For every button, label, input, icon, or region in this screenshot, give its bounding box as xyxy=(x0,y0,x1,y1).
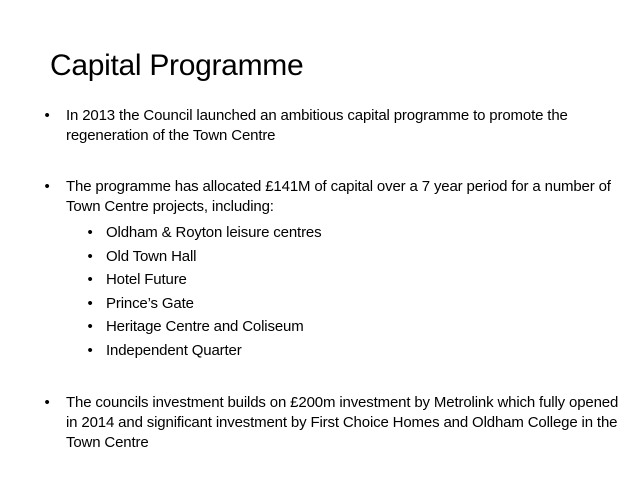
sub-bullet-text: Oldham & Royton leisure centres xyxy=(106,224,322,241)
sub-bullet-item xyxy=(84,245,620,269)
bullet-dot-icon: • xyxy=(87,294,93,312)
sub-bullet-text: Independent Quarter xyxy=(106,341,242,359)
sub-bullet-text: Old Town Hall xyxy=(106,247,197,265)
bullet-dot-icon: • xyxy=(87,247,93,265)
bullet-dot-icon: • xyxy=(87,271,93,288)
bullet-text: The councils investment builds on £200m investment by Metrolink which fully opened in 2014 and significant investment by First Choice Homes and Oldham College in the Town Centre xyxy=(66,394,619,451)
sub-bullet-text: Heritage Centre and Coliseum xyxy=(106,318,304,335)
sub-bullet-text: Prince’s Gate xyxy=(106,294,194,312)
bullet-item xyxy=(40,393,620,453)
bullet-dot-icon: • xyxy=(87,341,93,359)
bullet-text: The programme has allocated £141M of capital over a 7 year period for a number of Town Centre projects, including: xyxy=(66,178,611,215)
sub-bullet-item xyxy=(84,315,620,339)
slide-title: Capital Programme xyxy=(50,49,304,82)
bullet-item xyxy=(40,177,620,362)
sub-bullet-text: Hotel Future xyxy=(106,271,187,288)
bullet-dot-icon: • xyxy=(87,318,93,335)
sub-bullet-item xyxy=(84,221,620,245)
sub-bullet-list xyxy=(66,221,620,362)
bullet-dot-icon: • xyxy=(44,394,50,411)
sub-bullet-item xyxy=(84,292,620,316)
bullet-dot-icon: • xyxy=(87,224,93,241)
bullet-dot-icon: • xyxy=(44,178,50,195)
bullet-dot-icon: • xyxy=(44,107,50,124)
sub-bullet-item xyxy=(84,268,620,292)
bullet-list xyxy=(40,106,620,453)
bullet-item xyxy=(40,106,620,146)
sub-bullet-item xyxy=(84,339,620,363)
bullet-text: In 2013 the Council launched an ambitious capital programme to promote the regeneration of the Town Centre xyxy=(66,107,568,144)
